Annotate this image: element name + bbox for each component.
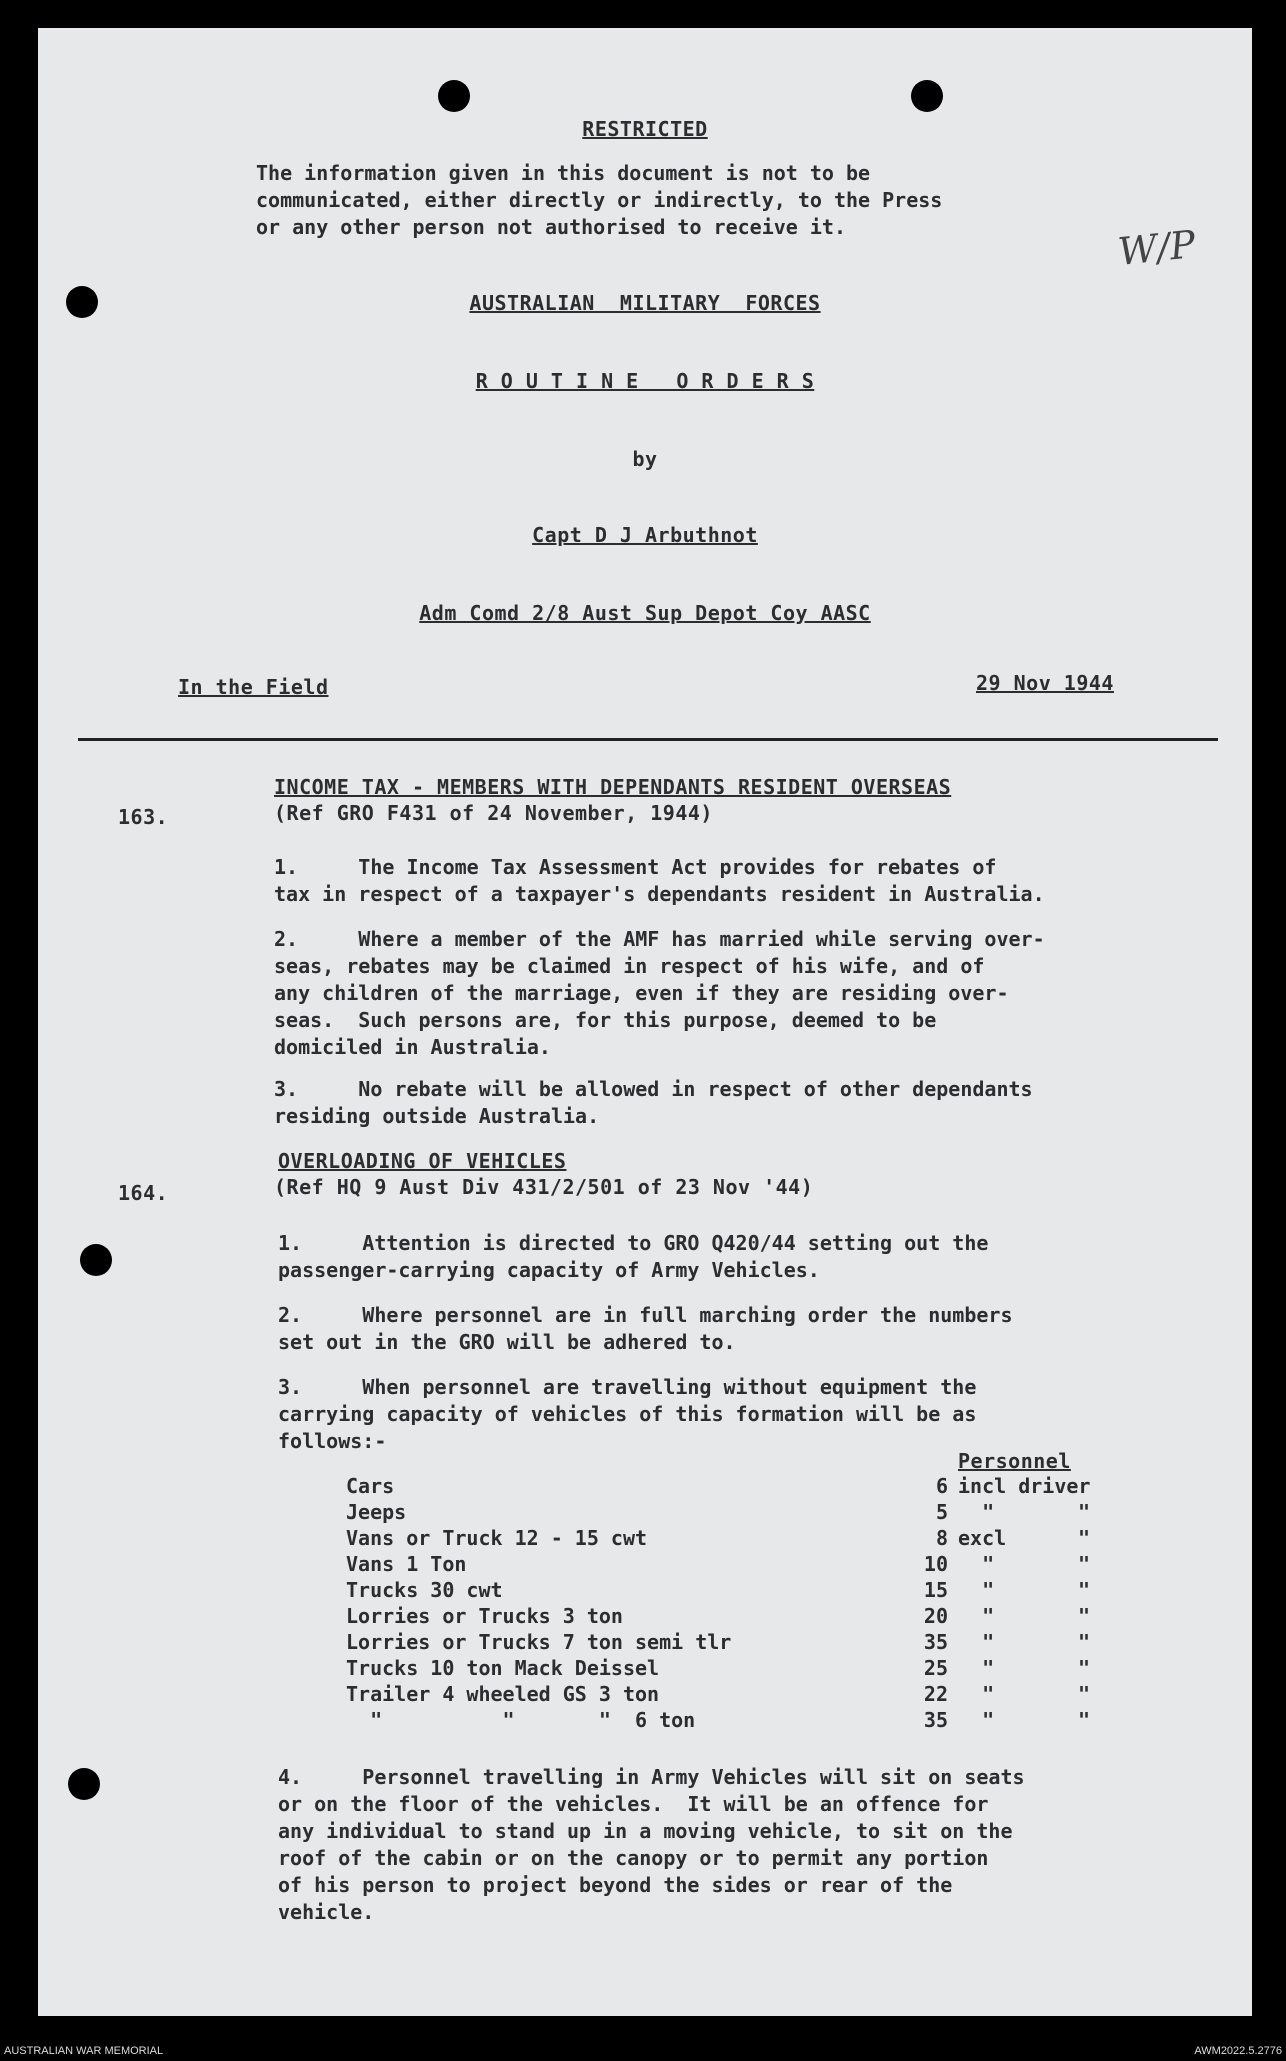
punch-hole — [68, 1768, 100, 1800]
personnel-count: 15 — [923, 1578, 948, 1602]
handwritten-mark: W/P — [1115, 222, 1198, 274]
personnel-note: " — [958, 1682, 995, 1706]
personnel-note: excl — [958, 1526, 1007, 1550]
vehicle-name: Lorries or Trucks 7 ton semi tlr — [346, 1630, 732, 1654]
vehicle-name: Trucks 30 cwt — [346, 1578, 503, 1602]
order-paragraph: 1. Attention is directed to GRO Q420/44 setting out the passenger-carrying capacity of Army Vehicles. — [278, 1231, 989, 1282]
personnel-note: " — [958, 1708, 995, 1732]
personnel-note: " — [958, 1552, 995, 1576]
personnel-count: 35 — [923, 1630, 948, 1654]
vehicle-row — [38, 1682, 1252, 1708]
order-paragraph: 3. No rebate will be allowed in respect of other dependants residing outside Australia. — [274, 1077, 1033, 1128]
document-title: R O U T I N E O R D E R S — [475, 369, 815, 393]
personnel-note: " — [958, 1630, 995, 1654]
location: In the Field — [178, 675, 329, 699]
vehicle-row — [38, 1604, 1252, 1630]
vehicle-name: Trailer 4 wheeled GS 3 ton — [346, 1682, 660, 1706]
vehicle-row — [38, 1474, 1252, 1500]
personnel-count: 35 — [923, 1708, 948, 1732]
vehicle-name: " " " 6 ton — [346, 1708, 696, 1732]
divider — [78, 738, 1218, 741]
vehicle-capacity-table — [38, 1474, 1252, 1736]
ditto-mark: " — [1078, 1578, 1091, 1602]
order-paragraph: 2. Where a member of the AMF has married while serving over- seas, rebates may be claimed in respect of his wife, and of any children of the marriage, even if they are residing over- seas. Such persons are, for this purpose, deemed to be domiciled in Australia. — [274, 927, 1045, 1059]
order-heading: INCOME TAX - MEMBERS WITH DEPENDANTS RESIDENT OVERSEAS — [274, 775, 952, 799]
personnel-note: " — [958, 1578, 995, 1602]
vehicle-row — [38, 1630, 1252, 1656]
order-reference: (Ref GRO F431 of 24 November, 1944) — [274, 801, 713, 825]
ditto-mark: " — [1078, 1604, 1091, 1628]
order-paragraph: 3. When personnel are travelling without equipment the carrying capacity of vehicles of this formation will be as follows:- — [278, 1375, 977, 1453]
personnel-count: 20 — [923, 1604, 948, 1628]
archive-footer-right: AWM2022.5.2776 — [1194, 2045, 1282, 2057]
vehicle-name: Lorries or Trucks 3 ton — [346, 1604, 623, 1628]
personnel-note: " — [958, 1656, 995, 1680]
vehicle-row — [38, 1526, 1252, 1552]
order-paragraph: 2. Where personnel are in full marching order the numbers set out in the GRO will be adhered to. — [278, 1303, 1013, 1354]
ditto-mark: " — [1078, 1500, 1091, 1524]
order-number: 164. — [118, 1181, 169, 1205]
vehicle-name: Trucks 10 ton Mack Deissel — [346, 1656, 660, 1680]
ditto-mark: " — [1078, 1526, 1091, 1550]
unit-name: Adm Comd 2/8 Aust Sup Depot Coy AASC — [419, 601, 871, 625]
force-heading: AUSTRALIAN MILITARY FORCES — [469, 291, 821, 315]
personnel-note: " — [958, 1604, 995, 1628]
officer-name: Capt D J Arbuthnot — [532, 523, 758, 547]
vehicle-name: Vans or Truck 12 - 15 cwt — [346, 1526, 648, 1550]
ditto-mark: " — [1078, 1708, 1091, 1732]
order-reference: (Ref HQ 9 Aust Div 431/2/501 of 23 Nov '44) — [274, 1175, 814, 1199]
personnel-count: 10 — [923, 1552, 948, 1576]
personnel-count: 5 — [935, 1500, 948, 1524]
vehicle-row — [38, 1656, 1252, 1682]
personnel-note: incl driver — [958, 1474, 1091, 1498]
personnel-count: 22 — [923, 1682, 948, 1706]
ditto-mark: " — [1078, 1630, 1091, 1654]
punch-hole — [911, 80, 943, 112]
restriction-notice: The information given in this document is not to be communicated, either directly or indirectly, to the Press or any other person not authorised to receive it. — [256, 161, 943, 239]
table-header: Personnel — [958, 1449, 1071, 1473]
vehicle-row — [38, 1500, 1252, 1526]
order-number: 163. — [118, 805, 169, 829]
archive-footer-left: AUSTRALIAN WAR MEMORIAL — [4, 2045, 164, 2057]
personnel-count: 25 — [923, 1656, 948, 1680]
document-page — [38, 28, 1252, 2016]
vehicle-row — [38, 1578, 1252, 1604]
ditto-mark: " — [1078, 1552, 1091, 1576]
by-line: by — [632, 447, 658, 471]
personnel-count: 6 — [935, 1474, 948, 1498]
personnel-count: 8 — [935, 1526, 948, 1550]
issue-date: 29 Nov 1944 — [976, 671, 1114, 695]
classification-heading: RESTRICTED — [582, 117, 708, 141]
order-heading: OVERLOADING OF VEHICLES — [278, 1149, 567, 1173]
vehicle-name: Vans 1 Ton — [346, 1552, 467, 1576]
vehicle-row — [38, 1708, 1252, 1734]
order-paragraph: 4. Personnel travelling in Army Vehicles will sit on seats or on the floor of the vehicles. It will be an offence for any individual to stand up in a moving vehicle, to sit on the roof of the cabin or on the canopy or to permit any portion of his person to project beyond the sides or rear of the vehicle. — [278, 1765, 1025, 1924]
vehicle-row — [38, 1552, 1252, 1578]
punch-hole — [438, 80, 470, 112]
punch-hole — [80, 1244, 112, 1276]
order-paragraph: 1. The Income Tax Assessment Act provides for rebates of tax in respect of a taxpayer's dependants resident in Australia. — [274, 855, 1045, 906]
ditto-mark: " — [1078, 1656, 1091, 1680]
vehicle-name: Jeeps — [346, 1500, 407, 1524]
vehicle-name: Cars — [346, 1474, 395, 1498]
ditto-mark: " — [1078, 1682, 1091, 1706]
personnel-note: " — [958, 1500, 995, 1524]
